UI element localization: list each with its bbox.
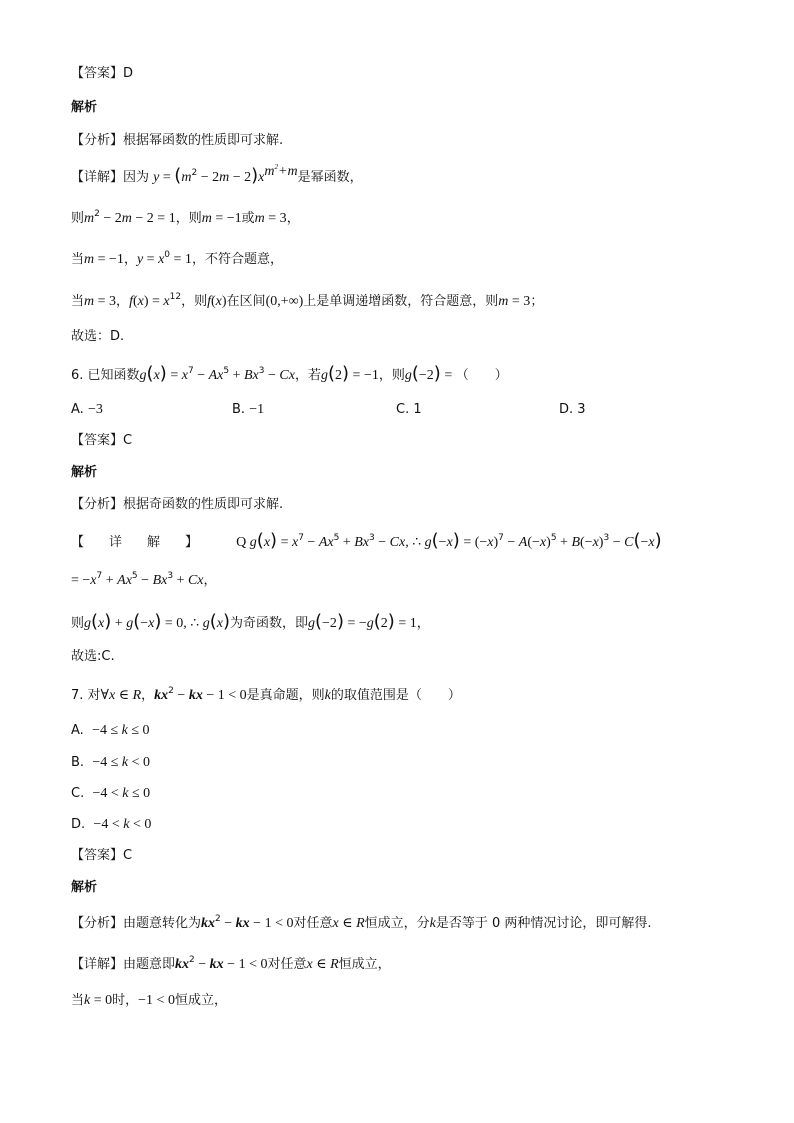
q6-answer: 【答案】C (71, 433, 133, 448)
q7-analysis-heading: 解析 (71, 880, 98, 895)
q6-option-d: D. 3 (559, 402, 586, 417)
q6-fenxi: 【分析】根据奇函数的性质即可求解. (71, 497, 284, 512)
q7-detail: 【详解】由题意即$kx^2$ − kx − 1 < 0对任意x ∈ R恒成立， (71, 955, 391, 972)
q7-option-a: A. −4 ≤ k ≤ 0 (71, 723, 150, 738)
detail-line: 【详解】因为 $y = (m^2 - 2m - 2)x^{m^2+m}$是幂函数， (71, 163, 363, 186)
case1-line: 当m = −1，$y = x^0 = 1$，不符合题意， (71, 250, 283, 267)
condition-line: 则$m^2 - 2m - 2 = 1$，则m = −1或m = 3， (71, 209, 300, 226)
q6-detail: 【 详 解 】 Q $g(x) = x^7 - Ax^5 + Bx^3 - Cx$, ∴ $g(-x) = (-x)^7 - A(-x)^5 + B(-x)^3 - C(-x)$ (71, 530, 662, 551)
analysis-heading: 解析 (71, 100, 98, 115)
answer-line (71, 64, 133, 84)
q7-option-b: B. −4 ≤ k < 0 (71, 755, 151, 770)
choose-line: 故选：D. (71, 329, 125, 344)
q7-case: 当k = 0时，−1 < 0恒成立， (71, 993, 227, 1008)
q6-detail-cont: = $-x^7 + Ax^5 - Bx^3 + Cx$， (71, 571, 217, 588)
q6-odd-line: 则g(x) + g(−x) = 0, ∴ g(x)为奇函数，即g(−2) = −g(2) = 1， (71, 611, 430, 632)
case2-line: 当m = 3，$f(x) = x^{12}$，则f(x)在区间(0,+∞)上是单调递增函数，符合题意，则m = 3； (71, 292, 544, 309)
q6-analysis-heading: 解析 (71, 465, 98, 480)
q6-option-c: C. 1 (396, 402, 422, 417)
q7-option-c: C. −4 < k ≤ 0 (71, 786, 151, 801)
q7-fenxi: 【分析】由题意转化为$kx^2$ − kx − 1 < 0对任意x ∈ R恒成立，分k是否等于 0 两种情况讨论，即可解得. (71, 914, 652, 931)
q7-option-d: D. −4 < k < 0 (71, 817, 152, 832)
q7-answer: 【答案】C (71, 848, 133, 863)
q7-stem: 7. 对∀x ∈ R，$kx^2$ − kx − 1 < 0是真命题，则k的取值范围是（ ） (71, 686, 461, 703)
fenxi-line: 【分析】根据幂函数的性质即可求解. (71, 133, 284, 148)
q6-choose: 故选:C. (71, 649, 115, 664)
q6-option-b: B. −1 (232, 402, 265, 417)
q6-stem: 6. 已知函数$g(x) = x^7 - Ax^5 + Bx^3 - Cx$，若g(2) = −1，则g(−2) = （ ） (71, 363, 508, 384)
answer-value: D (123, 66, 134, 81)
q6-option-a: A. −3 (71, 402, 103, 417)
answer-label: 【答案】 (71, 66, 124, 81)
